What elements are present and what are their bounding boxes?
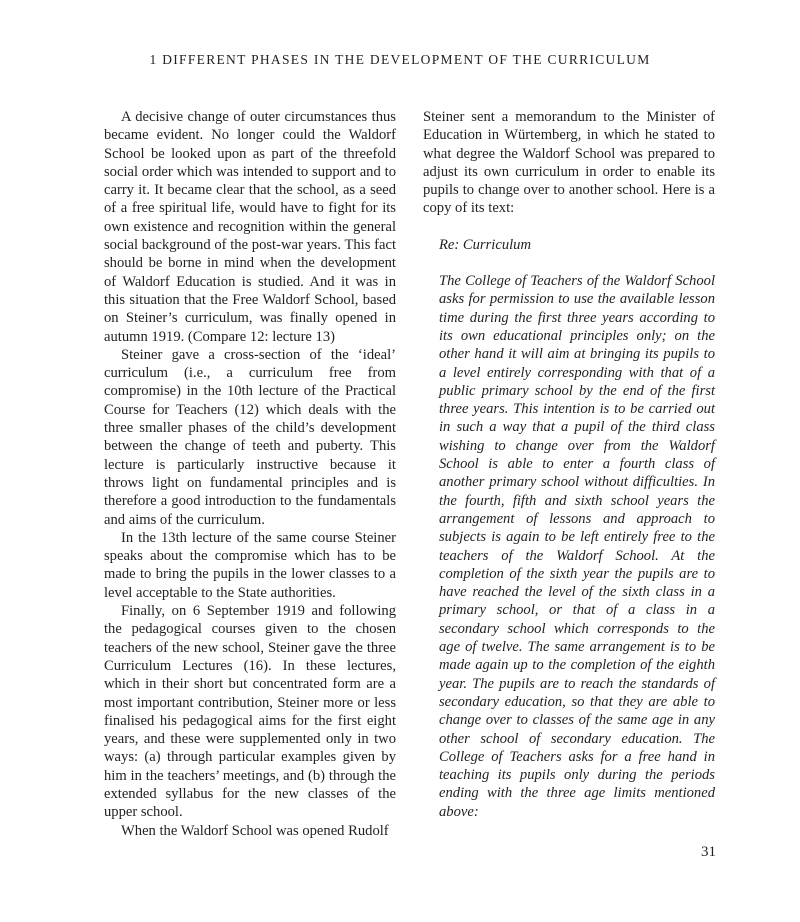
body-paragraph: When the Waldorf School was opened Rudolf xyxy=(121,822,389,839)
memorandum-body: The College of Teachers of the Waldorf School asks for permission to use the available lesson time during the first three years according to its own educational principles only; on the other hand it will aim at bringing its pupils to a level entirely corresponding with that of a public primary school by the end of the first three years. This intention is to be carried out in such a way that a pupil of the third class wishing to change over from the Waldorf School is able to enter a fourth class of another primary school without difficulties. In the fourth, fifth and sixth school years the arrangement of lessons and approach to subjects is again to be left entirely free to the teachers of the Waldorf School. At the completion of the sixth year the pupils are to have reached the level of the sixth class in a primary school, or that of a class in a secondary school which corresponds to the age of twelve. The same arrangement is to be made again up to the completion of the eighth year. The pupils are to reach the standards of secondary education, so that they are able to change over to classes of the same age in any other school of secondary education. The College of Teachers asks for a free hand in teaching its pupils only during the periods ending with the three age limits mentioned above: xyxy=(439,273,715,820)
body-paragraph: Steiner gave a cross-section of the ‘ideal’ curriculum (i.e., a curriculum free from compromise) in the 10th lecture of the Practical Course for Teachers (12) which deals with the three smaller phases of the child’s development between the change of teeth and puberty. This lecture is particularly instructive because it throws light on fundamental principles and is therefore a good introduction to the fundamentals and aims of the curriculum. xyxy=(104,346,396,528)
memorandum-quote xyxy=(439,236,715,821)
left-column xyxy=(104,108,396,840)
body-paragraph: Finally, on 6 September 1919 and following the pedagogical courses given to the chosen teachers of the new school, Steiner gave the three Curriculum Lectures (16). In these lectures, which in their short but concentrated form are a most important contribution, Steiner more or less finalised his pedagogical aims for the first eight years, and these were supplemented only in two ways: (a) through particular examples given by him in the teachers’ meetings, and (b) through the extended syllabus for the new classes of the upper school. xyxy=(104,603,396,821)
running-head: 1 DIFFERENT PHASES IN THE DEVELOPMENT OF THE CURRICULUM xyxy=(149,52,651,67)
body-paragraph: A decisive change of outer circumstances thus became evident. No longer could the Waldorf School be looked upon as part of the threefold social order which was intended to support and to carry it. It became clear that the school, as a seed of a free spiritual life, would have to fight for its own existence and recognition within the general social background of the post-war years. This fact should be borne in mind when the development of Waldorf Education is studied. And it was in this situation that the Free Waldorf School, based on Steiner’s curriculum, was finally opened in autumn 1919. (Compare 12: lecture 13) xyxy=(104,109,396,345)
page-number: 31 xyxy=(701,844,716,860)
memorandum-heading: Re: Curriculum xyxy=(439,236,532,253)
right-column xyxy=(423,108,715,821)
body-paragraph: In the 13th lecture of the same course Steiner speaks about the compromise which has to be made to bring the pupils in the lower classes to a level acceptable to the State authorities. xyxy=(104,529,396,601)
body-paragraph: Steiner sent a memorandum to the Minister of Education in Würtemberg, in which he stated to what degree the Waldorf School was prepared to adjust its own curriculum in order to enable its pupils to change over to another school. Here is a copy of its text: xyxy=(423,109,715,217)
